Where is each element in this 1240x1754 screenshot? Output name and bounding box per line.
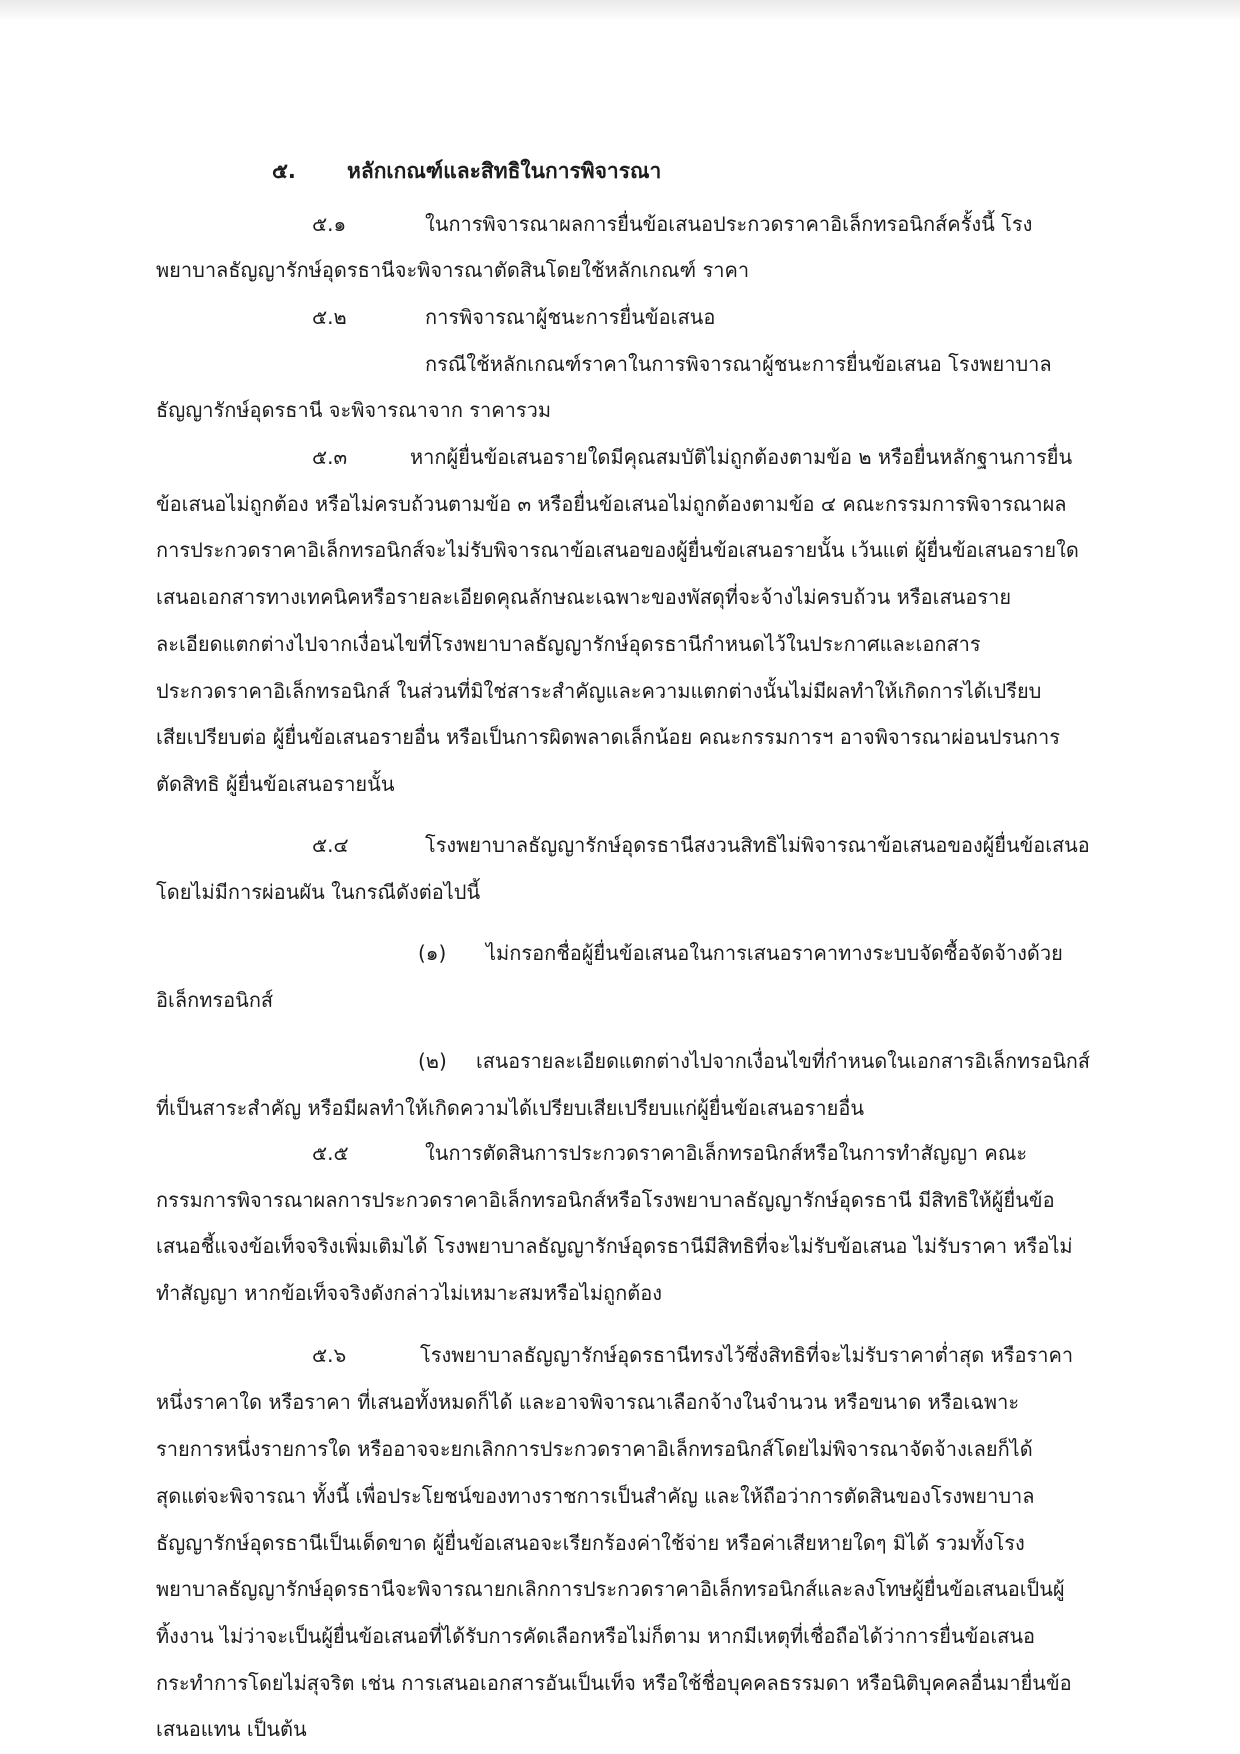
clause-5-5-text-2: กรรมการพิจารณาผลการประกวดราคาอิเล็กทรอนิกส์หรือโรงพยาบาลธัญญารักษ์อุดรธานี มีสิทธิให้ผู้ยื่นข้อ (156, 1188, 1055, 1212)
clause-5-6-line-6 (0, 1566, 1240, 1612)
clause-5-6-text-5: ธัญญารักษ์อุดรธานีเป็นเด็ดขาด ผู้ยื่นข้อเสนอจะเรียกร้องค่าใช้จ่าย หรือค่าเสียหายใดๆ มิได้ รวมทั้งโรง (156, 1531, 1025, 1555)
clause-5-6-line-7 (0, 1613, 1240, 1659)
clause-5-3-line-7 (0, 714, 1240, 760)
clause-5-3-line-6 (0, 668, 1240, 714)
clause-5-4-line-2 (0, 869, 1240, 915)
clause-5-3-text-4: เสนอเอกสารทางเทคนิคหรือรายละเอียดคุณลักษณะเฉพาะของพัสดุที่จะจ้างไม่ครบถ้วน หรือเสนอราย (156, 585, 1012, 609)
clause-5-4-item-2-text-2: ที่เป็นสาระสำคัญ หรือมีผลทำให้เกิดความได้เปรียบเสียเปรียบแก่ผู้ยื่นข้อเสนอรายอื่น (156, 1096, 865, 1120)
clause-5-3-text-2: ข้อเสนอไม่ถูกต้อง หรือไม่ครบถ้วนตามข้อ ๓ หรือยื่นข้อเสนอไม่ถูกต้องตามข้อ ๔ คณะกรรมการพิจารณาผล (156, 492, 1067, 516)
clause-5-4-item-1-text-2: อิเล็กทรอนิกส์ (156, 988, 274, 1012)
clause-5-3-line-1 (0, 434, 1240, 480)
clause-5-6-text-4: สุดแต่จะพิจารณา ทั้งนี้ เพื่อประโยชน์ของทางราชการเป็นสำคัญ และให้ถือว่าการตัดสินของโรงพยาบาล (156, 1484, 1035, 1508)
clause-5-4-item-2-line-2 (0, 1085, 1240, 1131)
clause-5-3-text-6: ประกวดราคาอิเล็กทรอนิกส์ ในส่วนที่มิใช่สาระสำคัญและความแตกต่างนั้นไม่มีผลทำให้เกิดการได้เปรียบ (156, 679, 1042, 703)
section-number: ๕. (272, 159, 296, 183)
clause-5-4-line-1 (0, 822, 1240, 868)
section-title: หลักเกณฑ์และสิทธิในการพิจารณา (347, 159, 662, 183)
clause-5-5-line-3 (0, 1223, 1240, 1269)
clause-5-1-line-2 (0, 247, 1240, 293)
clause-5-5-line-2 (0, 1177, 1240, 1223)
clause-5-6-text-6: พยาบาลธัญญารักษ์อุดรธานีจะพิจารณายกเลิกการประกวดราคาอิเล็กทรอนิกส์และลงโทษผู้ยื่นข้อเสนอเป็นผู้ (156, 1577, 1065, 1601)
clause-5-6-text-2: หนึ่งราคาใด หรือราคา ที่เสนอทั้งหมดก็ได้ และอาจพิจารณาเลือกจ้างในจำนวน หรือขนาด หรือเฉพาะ (156, 1390, 1020, 1414)
clause-5-3-text-5: ละเอียดแตกต่างไปจากเงื่อนไขที่โรงพยาบาลธัญญารักษ์อุดรธานีกำหนดไว้ในประกาศและเอกสาร (156, 632, 981, 656)
clause-5-6-line-1 (0, 1332, 1240, 1378)
clause-5-2-line-1 (0, 294, 1240, 340)
clause-5-3-line-3 (0, 527, 1240, 573)
clause-5-6-text-8: กระทำการโดยไม่สุจริต เช่น การเสนอเอกสารอันเป็นเท็จ หรือใช้ชื่อบุคคลธรรมดา หรือนิติบุคคลอื่นมายื่นข้อ (156, 1671, 1072, 1695)
clause-5-3-text-3: การประกวดราคาอิเล็กทรอนิกส์จะไม่รับพิจารณาข้อเสนอของผู้ยื่นข้อเสนอรายนั้น เว้นแต่ ผู้ยื่นข้อเสนอรายใด (156, 538, 1079, 562)
clause-5-4-item-2-text-1: เสนอรายละเอียดแตกต่างไปจากเงื่อนไขที่กำหนดในเอกสารอิเล็กทรอนิกส์ (476, 1049, 1090, 1073)
clause-5-3-text-1: หากผู้ยื่นข้อเสนอรายใดมีคุณสมบัติไม่ถูกต้องตามข้อ ๒ หรือยื่นหลักฐานการยื่น (410, 445, 1073, 469)
clause-5-4-item-2-line-1 (0, 1038, 1240, 1084)
clause-5-1-text-2: พยาบาลธัญญารักษ์อุดรธานีจะพิจารณาตัดสินโดยใช้หลักเกณฑ์ ราคา (156, 258, 750, 282)
clause-5-5-line-4 (0, 1270, 1240, 1316)
clause-5-4-number: ๕.๔ (312, 833, 349, 857)
clause-5-6-line-4 (0, 1473, 1240, 1519)
clause-5-6-text-1: โรงพยาบาลธัญญารักษ์อุดรธานีทรงไว้ซึ่งสิทธิที่จะไม่รับราคาต่ำสุด หรือราคา (420, 1343, 1074, 1367)
clause-5-6-line-3 (0, 1426, 1240, 1472)
clause-5-3-line-4 (0, 574, 1240, 620)
clause-5-6-line-9 (0, 1706, 1240, 1752)
clause-5-6-number: ๕.๖ (312, 1343, 347, 1367)
scan-top-edge (0, 0, 1240, 22)
clause-5-3-line-8 (0, 761, 1240, 807)
clause-5-1-number: ๕.๑ (312, 212, 347, 236)
clause-5-5-text-1: ในการตัดสินการประกวดราคาอิเล็กทรอนิกส์หรือในการทำสัญญา คณะ (425, 1141, 1028, 1165)
clause-5-5-text-4: ทำสัญญา หากข้อเท็จจริงดังกล่าวไม่เหมาะสมหรือไม่ถูกต้อง (156, 1281, 663, 1305)
clause-5-6-text-7: ทิ้งงาน ไม่ว่าจะเป็นผู้ยื่นข้อเสนอที่ได้รับการคัดเลือกหรือไม่ก็ตาม หากมีเหตุที่เชื่อถือได้ว่าการยื่นข้อเสนอ (156, 1624, 1036, 1648)
section-heading (0, 148, 1240, 194)
clause-5-1-text-1: ในการพิจารณาผลการยื่นข้อเสนอประกวดราคาอิเล็กทรอนิกส์ครั้งนี้ โรง (425, 212, 1033, 236)
clause-5-3-text-8: ตัดสิทธิ ผู้ยื่นข้อเสนอรายนั้น (156, 772, 395, 796)
clause-5-1-line-1 (0, 201, 1240, 247)
clause-5-2-line-2 (0, 341, 1240, 387)
clause-5-4-item-1-line-2 (0, 977, 1240, 1023)
clause-5-2-text-2: กรณีใช้หลักเกณฑ์ราคาในการพิจารณาผู้ชนะการยื่นข้อเสนอ โรงพยาบาล (425, 352, 1052, 376)
clause-5-6-line-5 (0, 1520, 1240, 1566)
clause-5-5-text-3: เสนอชี้แจงข้อเท็จจริงเพิ่มเติมได้ โรงพยาบาลธัญญารักษ์อุดรธานีมีสิทธิที่จะไม่รับข้อเสนอ ไม่รับราคา หรือไม่ (156, 1234, 1073, 1258)
clause-5-3-line-2 (0, 481, 1240, 527)
clause-5-4-item-1-marker: (๑) (418, 941, 447, 965)
clause-5-4-item-1-line-1 (0, 930, 1240, 976)
clause-5-6-line-8 (0, 1660, 1240, 1706)
clause-5-3-text-7: เสียเปรียบต่อ ผู้ยื่นข้อเสนอรายอื่น หรือเป็นการผิดพลาดเล็กน้อย คณะกรรมการฯ อาจพิจารณาผ่อนปรนการ (156, 725, 1060, 749)
clause-5-4-item-2-marker: (๒) (418, 1049, 447, 1073)
clause-5-2-text-1: การพิจารณาผู้ชนะการยื่นข้อเสนอ (425, 305, 716, 329)
clause-5-5-number: ๕.๕ (312, 1141, 349, 1165)
clause-5-2-number: ๕.๒ (312, 305, 347, 329)
clause-5-6-line-2 (0, 1379, 1240, 1425)
clause-5-2-line-3 (0, 387, 1240, 433)
clause-5-2-text-3: ธัญญารักษ์อุดรธานี จะพิจารณาจาก ราคารวม (156, 398, 552, 422)
clause-5-4-text-2: โดยไม่มีการผ่อนผัน ในกรณีดังต่อไปนี้ (156, 880, 481, 904)
clause-5-5-line-1 (0, 1130, 1240, 1176)
clause-5-3-number: ๕.๓ (312, 445, 348, 469)
clause-5-4-item-1-text-1: ไม่กรอกชื่อผู้ยื่นข้อเสนอในการเสนอราคาทางระบบจัดซื้อจัดจ้างด้วย (486, 941, 1063, 965)
clause-5-6-text-3: รายการหนึ่งรายการใด หรืออาจจะยกเลิกการประกวดราคาอิเล็กทรอนิกส์โดยไม่พิจารณาจัดจ้างเลยก็ได้ (156, 1437, 1033, 1461)
clause-5-3-line-5 (0, 621, 1240, 667)
clause-5-4-text-1: โรงพยาบาลธัญญารักษ์อุดรธานีสงวนสิทธิไม่พิจารณาข้อเสนอของผู้ยื่นข้อเสนอ (425, 833, 1090, 857)
clause-5-6-text-9: เสนอแทน เป็นต้น (156, 1717, 307, 1741)
